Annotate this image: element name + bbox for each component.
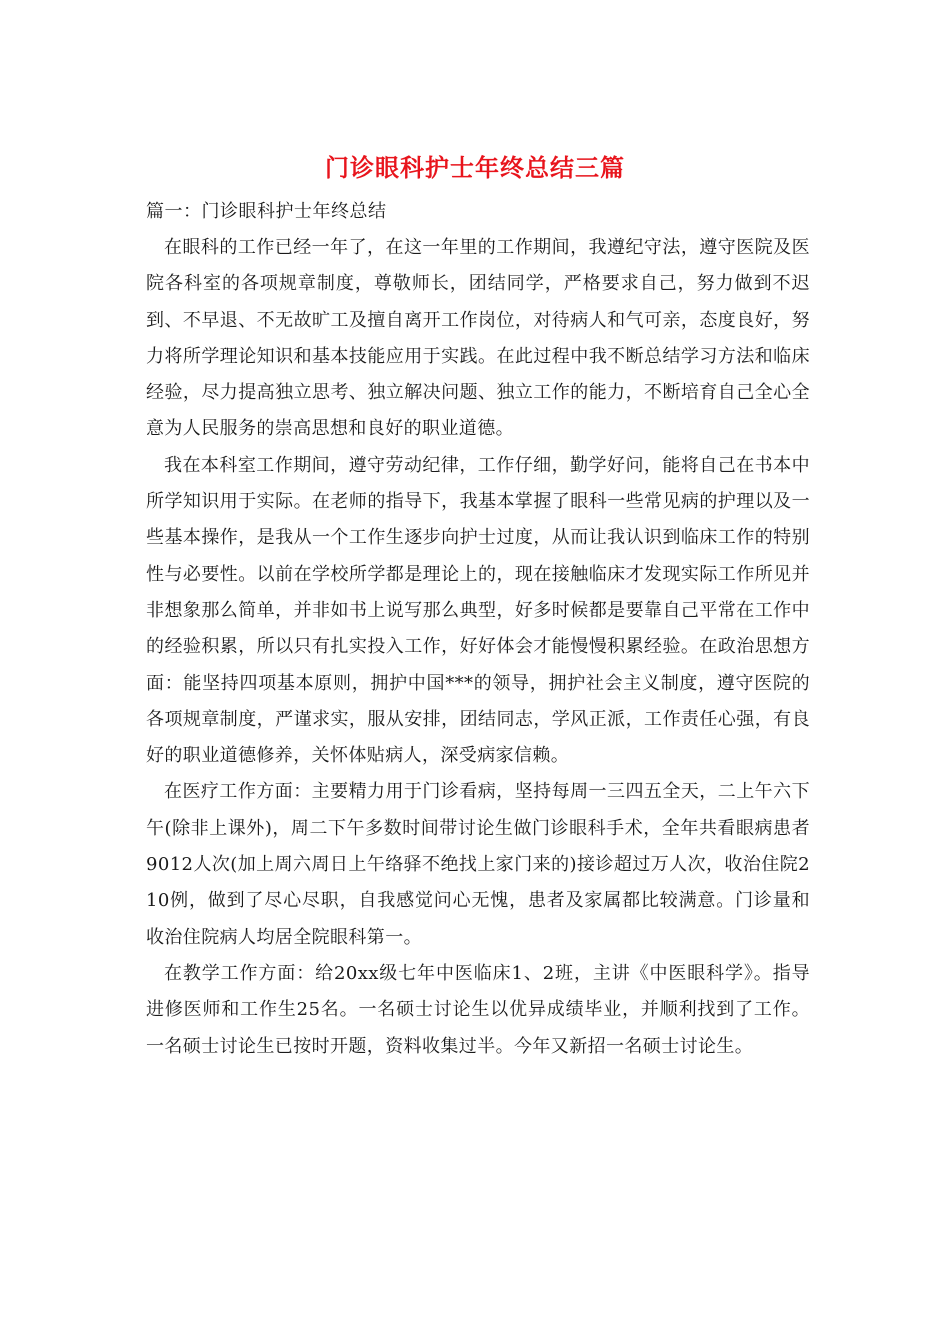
paragraph-1: 在眼科的工作已经一年了，在这一年里的工作期间，我遵纪守法，遵守医院及医院各科室的各项规章制度，尊敬师长，团结同学，严格要求自己，努力做到不迟到、不早退、不无故旷工及擅自离开工作岗位，对待病人和气可亲，态度良好，努力将所学理论知识和基本技能应用于实践。在此过程中我不断总结学习方法和临床经验，尽力提高独立思考、独立解决问题、独立工作的能力，不断培育自己全心全意为人民服务的崇高思想和良好的职业道德。 — [146, 237, 810, 440]
section-heading: 篇一：门诊眼科护士年终总结 — [146, 201, 387, 222]
document-title: 门诊眼科护士年终总结三篇 — [325, 153, 625, 182]
paragraph-2: 我在本科室工作期间，遵守劳动纪律，工作仔细，勤学好问，能将自己在书本中所学知识用于实际。在老师的指导下，我基本掌握了眼科一些常见病的护理以及一些基本操作，是我从一个工作生逐步向护士过度，从而让我认识到临床工作的特别性与必要性。以前在学校所学都是理论上的，现在接触临床才发现实际工作所见并非想象那么简单，并非如书上说写那么典型，好多时候都是要靠自己平常在工作中的经验积累，所以只有扎实投入工作，好好体会才能慢慢积累经验。在政治思想方面：能坚持四项基本原则，拥护中国***的领导，拥护社会主义制度，遵守医院的各项规章制度，严谨求实，服从安排，团结同志，学风正派，工作责任心强，有良好的职业道德修养，关怀体贴病人，深受病家信赖。 — [146, 454, 810, 767]
paragraph-3: 在医疗工作方面：主要精力用于门诊看病，坚持每周一三四五全天，二上午六下午(除非上课外)，周二下午多数时间带讨论生做门诊眼科手术，全年共看眼病患者9012人次(加上周六周日上午络驿不绝找上家门来的)接诊超过万人次，收治住院210例，做到了尽心尽职，自我感觉问心无愧，患者及家属都比较满意。门诊量和收治住院病人均居全院眼科第一。 — [146, 781, 810, 948]
document-body — [146, 230, 810, 1065]
paragraph-4: 在教学工作方面：给20xx级七年中医临床1、2班，主讲《中医眼科学》。指导进修医师和工作生25名。一名硕士讨论生以优异成绩毕业，并顺利找到了工作。一名硕士讨论生已按时开题，资料收集过半。今年又新招一名硕士讨论生。 — [146, 962, 810, 1057]
